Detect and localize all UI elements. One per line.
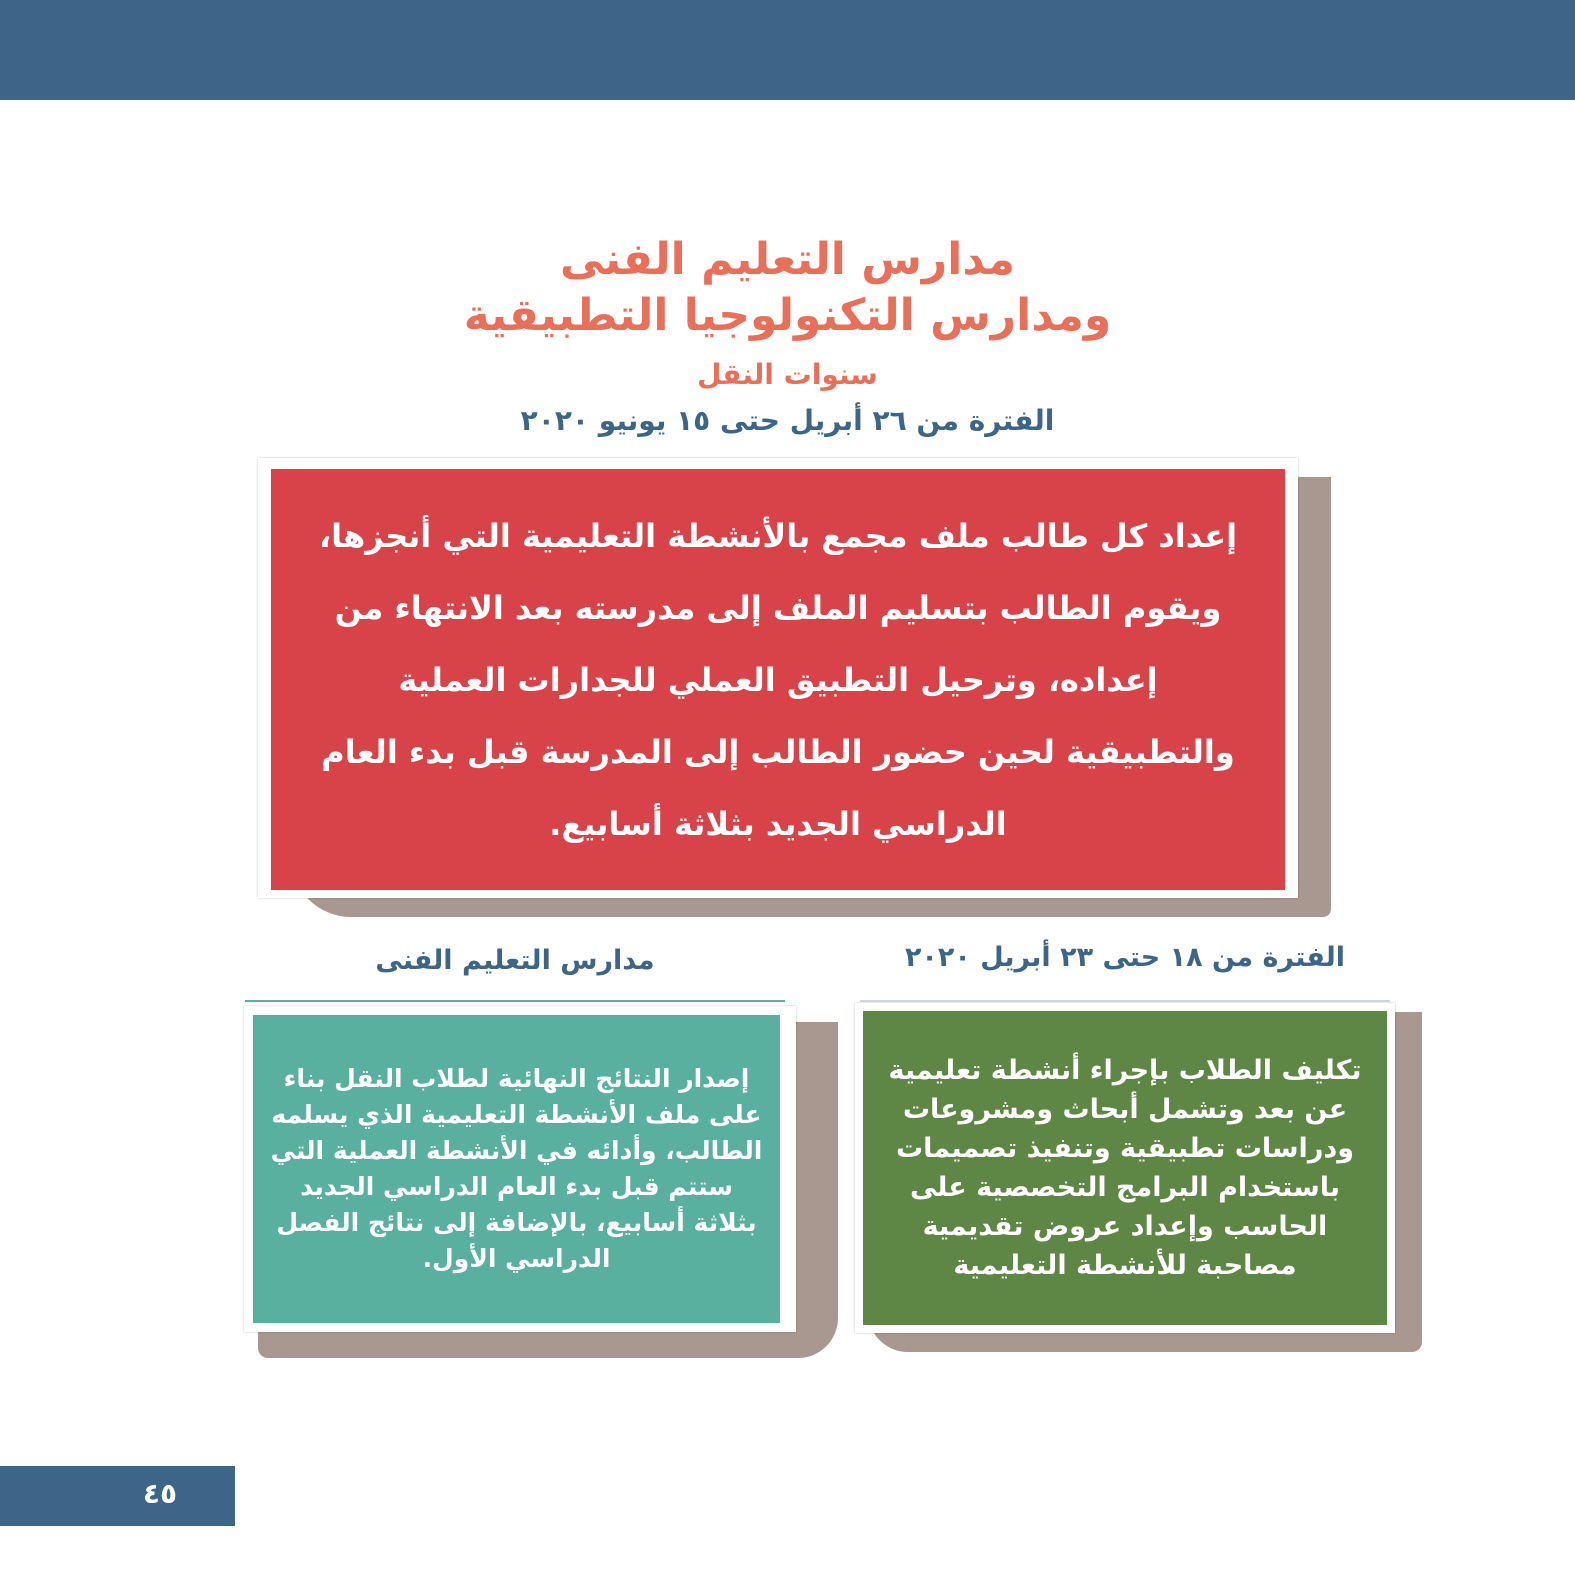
top-band: [0, 0, 1575, 100]
right-box-heading: الفترة من ١٨ حتى ٢٣ أبريل ٢٠٢٠: [904, 942, 1346, 973]
page-title-line1: مدارس التعليم الفنى: [560, 234, 1015, 285]
page-title-line2: ومدارس التكنولوجيا التطبيقية: [463, 290, 1112, 341]
right-divider: [860, 1000, 1390, 1002]
period-heading: الفترة من ٢٦ أبريل حتى ١٥ يونيو ٢٠٢٠: [520, 404, 1055, 437]
left-divider: [245, 1000, 785, 1002]
page-number: ٤٥: [142, 1477, 178, 1510]
main-box-text: إعداد كل طالب ملف مجمع بالأنشطة التعليمية التي أنجزها، ويقوم الطالب بتسليم الملف إلى مدرسته بعد الانتهاء من إعداده، وترحيل التطبيق العملي للجدارات العملية والتطبيقية لحين حضور الطالب إلى المدرسة قبل بدء العام الدراسي الجديد بثلاثة أسابيع.: [318, 516, 1238, 843]
left-box-heading: مدارس التعليم الفنى: [375, 945, 655, 976]
right-box-text: تكليف الطلاب بإجراء أنشطة تعليمية عن بعد وتشمل أبحاث ومشروعات ودراسات تطبيقية وتنفيذ تصميمات باستخدام البرامج التخصصية على الحاسب وإعداد عروض تقديمية مصاحبة للأنشطة التعليمية: [888, 1055, 1362, 1281]
left-info-box: [253, 1015, 780, 1323]
page-subtitle: سنوات النقل: [697, 358, 878, 391]
left-box-text: إصدار النتائج النهائية لطلاب النقل بناء على ملف الأنشطة التعليمية الذي يسلمه الطالب، وأدائه في الأنشطة العملية التي ستتم قبل بدء العام الدراسي الجديد بثلاثة أسابيع، بالإضافة إلى نتائج الفصل الدراسي الأول.: [270, 1064, 763, 1273]
main-info-box: [271, 469, 1285, 890]
right-info-box: [863, 1011, 1387, 1325]
